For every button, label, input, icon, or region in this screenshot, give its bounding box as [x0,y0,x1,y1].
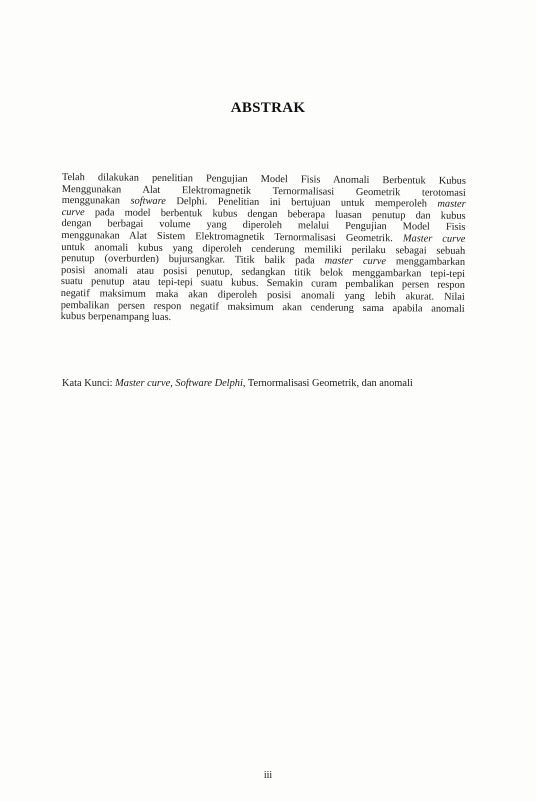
page-number: iii [263,770,273,781]
text-run: untuk anomali kubus yang diperoleh cenderung memiliki perilaku sebagai sebuah [61,241,466,257]
italic-term: master curve [324,255,387,268]
italic-term: master [437,198,466,211]
text-run: posisi anomali atau posisi penutup, sedangkan titik belok menggambarkan tepi-tepi [61,264,466,280]
italic-term: software [130,195,166,208]
abstract-body [61,172,466,327]
italic-term: Master curve [115,378,171,389]
italic-term: Master curve [402,233,466,245]
text-run: negatif maksimum maka akan diperoleh posisi anomali yang lebih akurat. Nilai [60,287,465,303]
text-run: kubus berpenampang luas. [60,311,172,324]
text-run: , [170,378,176,389]
text-run: menggunakan [61,195,131,207]
text-run: Telah dilakukan penelitian Pengujian Model Fisis Anomali Berbentuk Kubus [61,172,466,187]
text-run: menggunakan Alat Sistem Elektromagnetik Ternormalisasi Geometrik. [61,229,403,245]
italic-term: curve [61,206,85,219]
text-run: Delphi. Penelitian ini bertujuan untuk memperoleh [165,196,438,210]
text-run: , Ternormalisasi Geometrik, dan anomali [242,378,413,389]
text-run: suatu penutup atau tepi-tepi suatu kubus. Semakin curam pembalikan persen respon [60,276,465,292]
text-run: penutup (overburden) bujursangkar. Titik balik pada [61,253,325,267]
italic-term: Software Delphi [175,378,243,389]
page-title: ABSTRAK [230,100,306,116]
text-run: menggambarkan [385,256,466,269]
keywords-line [62,378,482,390]
text-run: Kata Kunci: [62,378,116,389]
text-run: pada model berbentuk kubus dengan beberapa luasan penutup dan kubus [84,207,466,222]
text-run: Menggunakan Alat Elektromagnetik Ternormalisasi Geometrik terotomasi [61,183,466,199]
text-run: dengan berbagai volume yang diperoleh melalui Pengujian Model Fisis [61,218,466,234]
text-run: pembalikan persen respon negatif maksimum akan cenderung sama apabila anomali [60,299,465,315]
